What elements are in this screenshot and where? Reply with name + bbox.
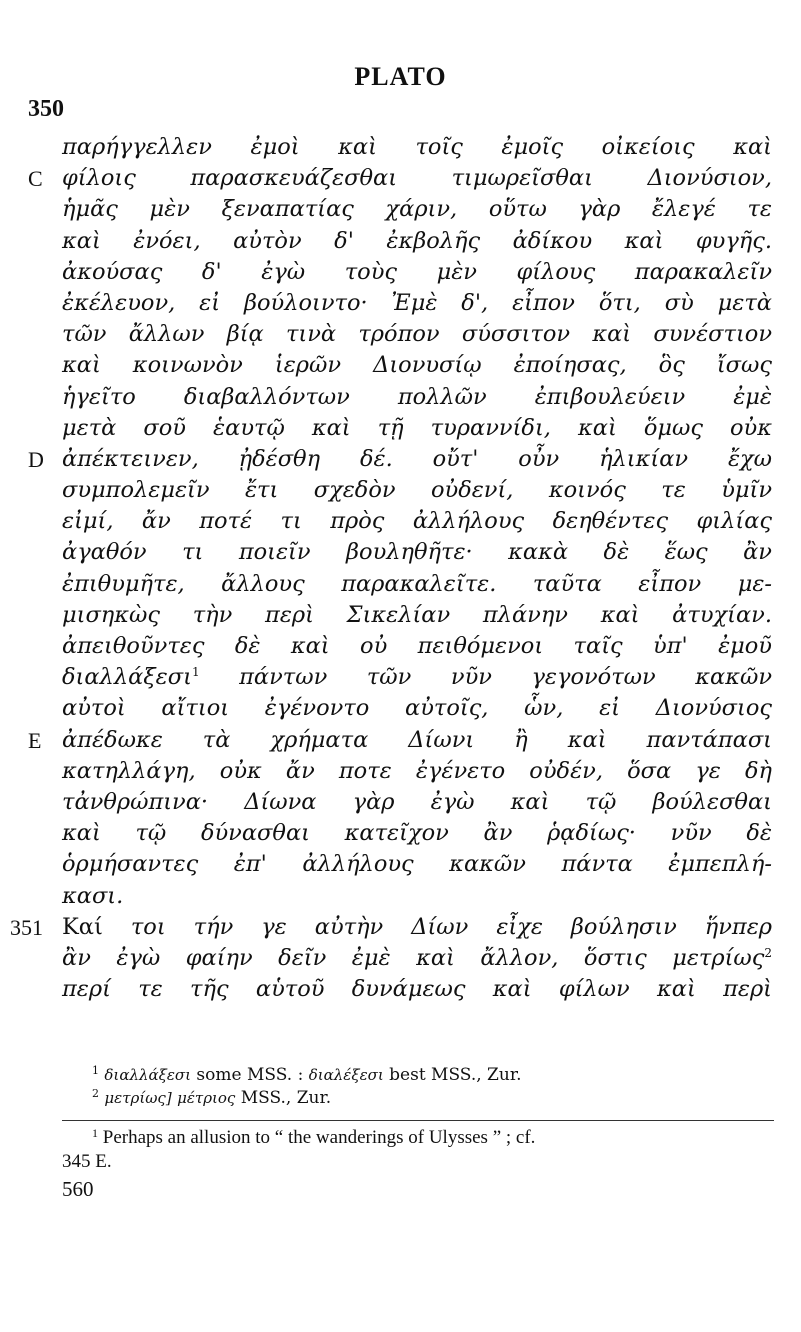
stephanus-marker: D bbox=[28, 446, 44, 472]
text-line bbox=[62, 787, 772, 818]
text-line-content: καὶ ἐνόει, αὐτὸν δ' ἐκβολῆς ἀδίκου καὶ φυγῆς. bbox=[62, 227, 772, 254]
text-line-content: συμπολεμεῖν ἔτι σχεδὸν οὐδενί, κοινός τε ὑμῖν bbox=[62, 477, 772, 504]
text-line bbox=[62, 662, 772, 693]
text-line bbox=[62, 818, 772, 849]
text-line-content: τῶν ἄλλων βίᾳ τινὰ τρόπον σύσσιτον καὶ συνέστιον bbox=[62, 321, 772, 348]
text-line-content: ἀκούσας δ' ἐγὼ τοὺς μὲν φίλους παρακαλεῖν bbox=[62, 258, 772, 285]
text-line bbox=[62, 288, 772, 319]
apparatus-entry bbox=[62, 1087, 772, 1110]
text-line bbox=[62, 132, 772, 163]
greek-text-block bbox=[10, 132, 772, 1005]
text-line bbox=[62, 693, 772, 724]
translator-footnote bbox=[62, 1126, 774, 1174]
apparatus-num: 2 bbox=[92, 1087, 99, 1100]
text-line-content: κατηλλάγη, οὐκ ἄν ποτε ἐγένετο οὐδέν, ὅσα γε δὴ bbox=[62, 757, 772, 784]
text-line-content: ἐκέλευον, εἰ βούλοιντο· Ἐμὲ δ', εἶπον ὅτι, σὺ μετὰ bbox=[62, 289, 772, 316]
text-line bbox=[62, 537, 772, 568]
text-line-content: ἐπιθυμῆτε, ἄλλους παρακαλεῖτε. ταῦτα εἶπον με- bbox=[62, 570, 772, 597]
apparatus-variant: διαλέξεσι bbox=[308, 1066, 384, 1084]
apparatus-lemma: μετρίως] bbox=[104, 1089, 172, 1107]
text-line-content: καὶ κοινωνὸν ἱερῶν Διονυσίῳ ἐποίησας, ὃς ἴσως bbox=[62, 352, 772, 379]
text-line-continuation: πάντων τῶν νῦν γεγονότων κακῶν bbox=[199, 664, 772, 691]
text-line bbox=[62, 506, 772, 537]
text-line bbox=[62, 475, 772, 506]
text-line-content: εἰμί, ἄν ποτέ τι πρὸς ἀλλήλους δεηθέντες φιλίας bbox=[62, 508, 772, 535]
text-line-content: μετὰ σοῦ ἑαυτῷ καὶ τῇ τυραννίδι, καὶ ὅμως οὐκ bbox=[62, 414, 772, 441]
text-line bbox=[10, 912, 772, 943]
text-line bbox=[62, 350, 772, 381]
apparatus-lemma: διαλλάξεσι bbox=[104, 1066, 192, 1084]
footnote-ref: 1 bbox=[191, 665, 200, 680]
text-line bbox=[28, 163, 772, 194]
text-line-content: διαλλάξεσι bbox=[62, 664, 192, 691]
text-line bbox=[28, 444, 772, 475]
text-line bbox=[62, 413, 772, 444]
text-line bbox=[62, 943, 772, 974]
text-line bbox=[62, 600, 772, 631]
text-line-content: μισηκὼς τὴν περὶ Σικελίαν πλάνην καὶ ἀτυχίαν. bbox=[62, 601, 772, 628]
footnote-marker: 1 bbox=[92, 1126, 98, 1140]
footnote-rule bbox=[62, 1120, 774, 1121]
stephanus-marker: C bbox=[28, 166, 43, 192]
text-line-content: κασι. bbox=[62, 882, 124, 909]
text-line bbox=[62, 974, 772, 1005]
apparatus-source: best MSS., Zur. bbox=[383, 1065, 522, 1085]
text-line bbox=[62, 849, 772, 880]
running-title: PLATO bbox=[354, 62, 447, 91]
text-line bbox=[62, 319, 772, 350]
text-line-content: Καί τοι τήν γε αὐτὴν Δίων εἶχε βούλησιν ἥνπερ bbox=[62, 913, 772, 940]
text-line bbox=[62, 382, 772, 413]
text-line-content: φίλοις παρασκευάζεσθαι τιμωρεῖσθαι Διονύσιον, bbox=[62, 165, 772, 192]
text-line-content: ἀπειθοῦντες δὲ καὶ οὐ πειθόμενοι ταῖς ὑπ' ἐμοῦ bbox=[62, 633, 772, 659]
text-line-content: τἀνθρώπινα· Δίωνα γὰρ ἐγὼ καὶ τῷ βούλεσθαι bbox=[62, 788, 772, 815]
footnote-text: Perhaps an allusion to “ the wanderings of Ulysses ” ; cf. bbox=[102, 1127, 536, 1148]
text-line-content: αὐτοὶ αἴτιοι ἐγένοντο αὐτοῖς, ὧν, εἰ Διονύσιος bbox=[62, 695, 772, 722]
stephanus-marker: 351 bbox=[10, 914, 43, 940]
page-number: 350 bbox=[28, 96, 64, 122]
footnote-ref: 2 bbox=[764, 945, 772, 960]
text-line-content: ἀπέκτεινεν, ᾐδέσθη δέ. οὔτ' οὖν ἡλικίαν ἔχω bbox=[62, 445, 772, 472]
translator-footnote-line-2: 345 E. bbox=[62, 1151, 112, 1172]
text-line-content: καὶ τῷ δύνασθαι κατεῖχον ἂν ῥᾳδίως· νῦν δὲ bbox=[62, 820, 772, 847]
critical-apparatus bbox=[62, 1064, 772, 1110]
text-line bbox=[62, 194, 772, 225]
text-line bbox=[62, 631, 772, 662]
stephanus-marker: E bbox=[28, 727, 42, 753]
text-line-content: ἀγαθόν τι ποιεῖν βουληθῆτε· κακὰ δὲ ἕως ἂν bbox=[62, 539, 772, 566]
apparatus-source: some MSS. : bbox=[191, 1065, 309, 1085]
text-line bbox=[62, 881, 772, 912]
text-line bbox=[62, 226, 772, 257]
apparatus-num: 1 bbox=[92, 1064, 99, 1077]
apparatus-entry bbox=[62, 1064, 772, 1087]
text-line-content: παρήγγελλεν ἐμοὶ καὶ τοῖς ἐμοῖς οἰκείοις καὶ bbox=[62, 134, 772, 160]
text-line-content: ὁρμήσαντες ἐπ' ἀλλήλους κακῶν πάντα ἐμπεπλή- bbox=[62, 851, 772, 878]
folio-number: 560 bbox=[62, 1177, 94, 1201]
text-line-content: ἀπέδωκε τὰ χρήματα Δίωνι ἢ καὶ παντάπασι bbox=[62, 726, 772, 753]
text-line-content: ἂν ἐγὼ φαίην δεῖν ἐμὲ καὶ ἄλλον, ὅστις μετρίως bbox=[62, 944, 765, 971]
text-line bbox=[62, 257, 772, 288]
text-line bbox=[62, 569, 772, 600]
apparatus-variant: μέτριος bbox=[177, 1089, 236, 1107]
text-line-content: περί τε τῆς αὑτοῦ δυνάμεως καὶ φίλων καὶ περὶ bbox=[62, 976, 772, 1003]
text-line bbox=[62, 756, 772, 787]
translator-footnote-line-1 bbox=[62, 1126, 774, 1150]
text-line bbox=[28, 725, 772, 756]
apparatus-source: MSS., Zur. bbox=[235, 1088, 332, 1108]
text-line-content: ἡγεῖτο διαβαλλόντων πολλῶν ἐπιβουλεύειν ἐμὲ bbox=[62, 383, 772, 410]
text-line-content: ἡμᾶς μὲν ξεναπατίας χάριν, οὕτω γὰρ ἔλεγέ τε bbox=[62, 196, 772, 223]
